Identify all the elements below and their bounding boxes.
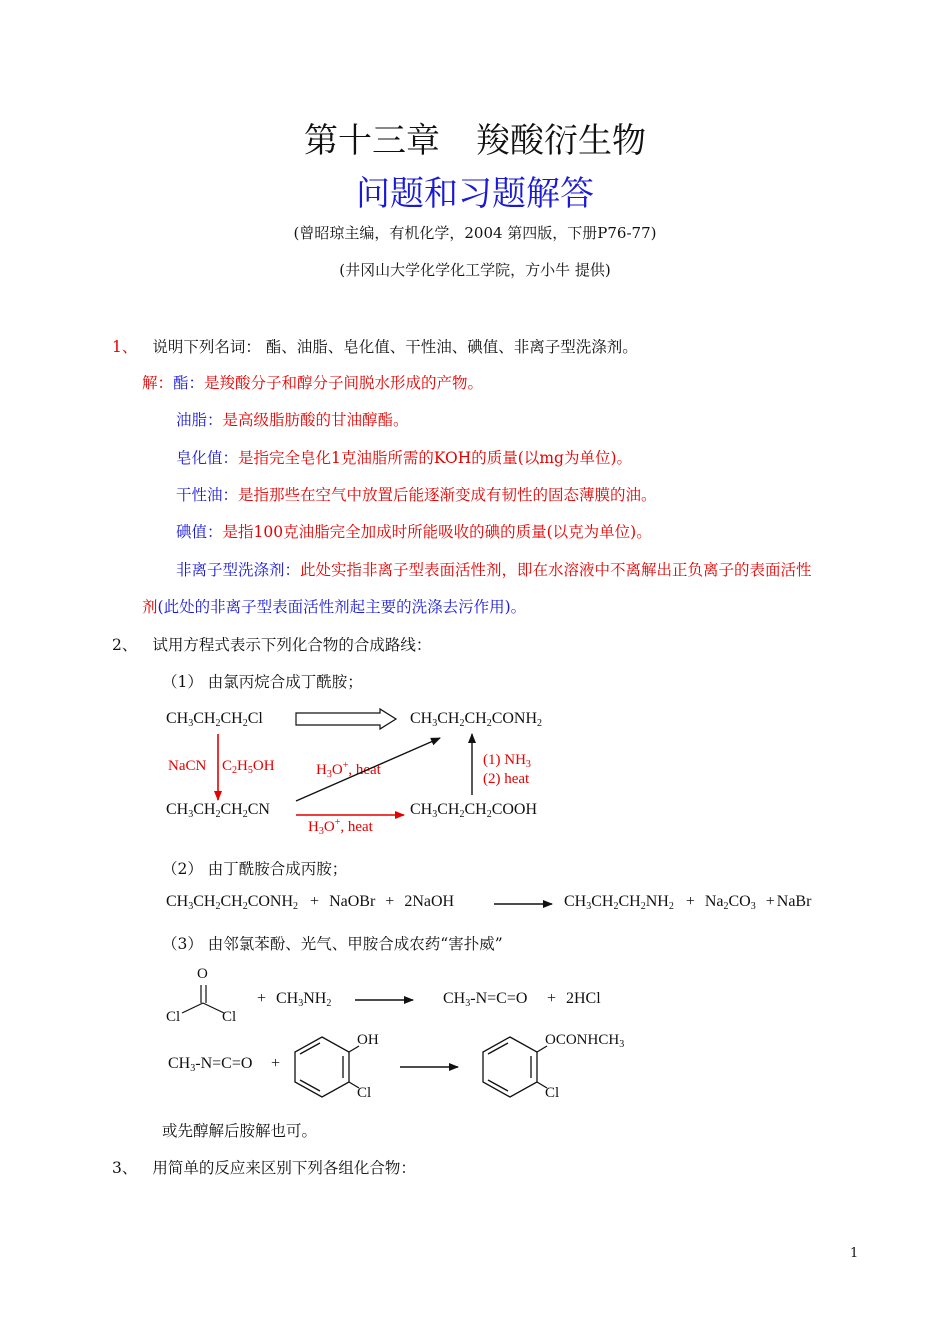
question-3-number: 3、	[112, 1159, 138, 1177]
reagent-naoh: 2NaOH	[404, 893, 455, 910]
answer-1-saponification: 皂化值：是指完全皂化1克油脂所需的KOH的质量(以mg为单位)。	[176, 449, 632, 467]
arrow-diagonal	[296, 738, 440, 801]
question-1-number: 1、	[112, 338, 138, 356]
chapter-number: 第十三章	[304, 121, 440, 161]
phosgene-chlorine-left: Cl	[166, 1009, 181, 1025]
phenol-chlorine: Cl	[357, 1085, 372, 1101]
compound-butanamide-2: $CH_3CH_2CH_2CONH_2$	[166, 893, 299, 912]
compound-butanenitrile: $CH_3CH_2CH_2CN$	[166, 801, 270, 820]
plus-sign: +	[547, 990, 557, 1007]
compound-butanamide: $CH_3CH_2CH_2CONH_2$	[410, 710, 543, 729]
sub-question-3: （3） 由邻氯苯酚、光气、甲胺合成农药“害扑威”	[162, 935, 503, 953]
compound-hcl: 2HCl	[566, 990, 601, 1007]
reagent-heat: (2) heat	[483, 771, 530, 787]
question-2-text: 试用方程式表示下列化合物的合成路线：	[152, 636, 432, 654]
answer-1-continuation: 剂(此处的非离子型表面活性剂起主要的洗涤去污作用)。	[142, 598, 527, 616]
answer-1-drying-oil: 干性油：是指那些在空气中放置后能逐渐变成有韧性的固态薄膜的油。	[176, 486, 657, 504]
plus-sign: +	[271, 1055, 281, 1072]
compound-sodium-bromide: NaBr	[776, 893, 812, 910]
reagent-ammonia: (1) $NH_3$	[483, 752, 531, 770]
source-line-1: (曾昭琼主编，有机化学，2004 第四版，下册P76-77)	[293, 224, 657, 242]
chapter-name: 羧酸衍生物	[476, 121, 646, 161]
product-carbamate-group: $OCONHCH_3$	[545, 1032, 625, 1050]
phosgene-structure	[182, 985, 224, 1013]
answer-1-oil: 油脂：是高级脂肪酸的甘油醇酯。	[176, 411, 409, 429]
scheme2-reactants: $CH_3CH_2CH_2CONH_2$ + NaOBr + 2NaOH	[166, 893, 455, 912]
reagent-nacn: NaCN	[168, 758, 207, 774]
page-subtitle: 问题和习题解答	[356, 174, 594, 214]
reagent-hydrolysis-diagonal: $H_3O^+$, heat	[316, 760, 381, 780]
answer-1-nonionic: 非离子型洗涤剂：此处实指非离子型表面活性剂，即在水溶液中不离解出正负离子的表面活性	[176, 561, 812, 579]
phosgene-oxygen: O	[197, 966, 208, 982]
question-1-text: 说明下列名词： 酯、油脂、皂化值、干性油、碘值、非离子型洗涤剂。	[152, 338, 638, 356]
compound-methyl-isocyanate: $CH_3-N=C=O$	[443, 990, 528, 1009]
answer-prefix: 解：	[142, 374, 174, 392]
compound-methylamine: $CH_3NH_2$	[276, 990, 332, 1009]
question-3-text: 用简单的反应来区别下列各组化合物：	[152, 1159, 416, 1177]
open-arrow	[296, 709, 396, 729]
compound-sodium-carbonate: $Na_2CO_3$	[704, 893, 756, 912]
reagent-hydrolysis-bottom: $H_3O^+$, heat	[308, 817, 373, 837]
phosgene-chlorine-right: Cl	[222, 1009, 237, 1025]
scheme2-products: $CH_3CH_2CH_2NH_2 + Na_2CO_3$ + NaBr	[564, 893, 812, 912]
alternative-note: 或先醇解后胺解也可。	[162, 1122, 318, 1140]
reagent-naobr: NaOBr	[329, 893, 376, 910]
compound-chloropropane: $CH_3CH_2CH_2Cl$	[166, 710, 263, 729]
benzene-ring-phenol	[295, 1037, 359, 1097]
benzene-ring-product	[483, 1037, 547, 1097]
compound-methyl-isocyanate-2: $CH_3-N=C=O$	[168, 1055, 253, 1074]
sub-question-1: （1） 由氯丙烷合成丁酰胺；	[162, 673, 363, 691]
phenol-hydroxyl: OH	[357, 1032, 379, 1048]
compound-butanoic-acid: $CH_3CH_2CH_2COOH$	[410, 801, 538, 820]
plus-sign: +	[257, 990, 267, 1007]
compound-propylamine: $CH_3CH_2CH_2NH_2$	[564, 893, 674, 912]
page-number: 1	[850, 1246, 859, 1261]
question-2-number: 2、	[112, 636, 138, 654]
sub-question-2: （2） 由丁酰胺合成丙胺；	[162, 860, 348, 878]
source-line-2: (井冈山大学化学化工学院，方小牛 提供)	[339, 261, 611, 279]
answer-1-ester: 解：酯：是羧酸分子和醇分子间脱水形成的产物。	[142, 374, 484, 392]
answer-1-iodine: 碘值：是指100克油脂完全加成时所能吸收的碘的质量(以克为单位)。	[176, 523, 652, 541]
product-chlorine: Cl	[545, 1085, 560, 1101]
reagent-ethanol: $C_2H_5OH$	[222, 758, 275, 776]
